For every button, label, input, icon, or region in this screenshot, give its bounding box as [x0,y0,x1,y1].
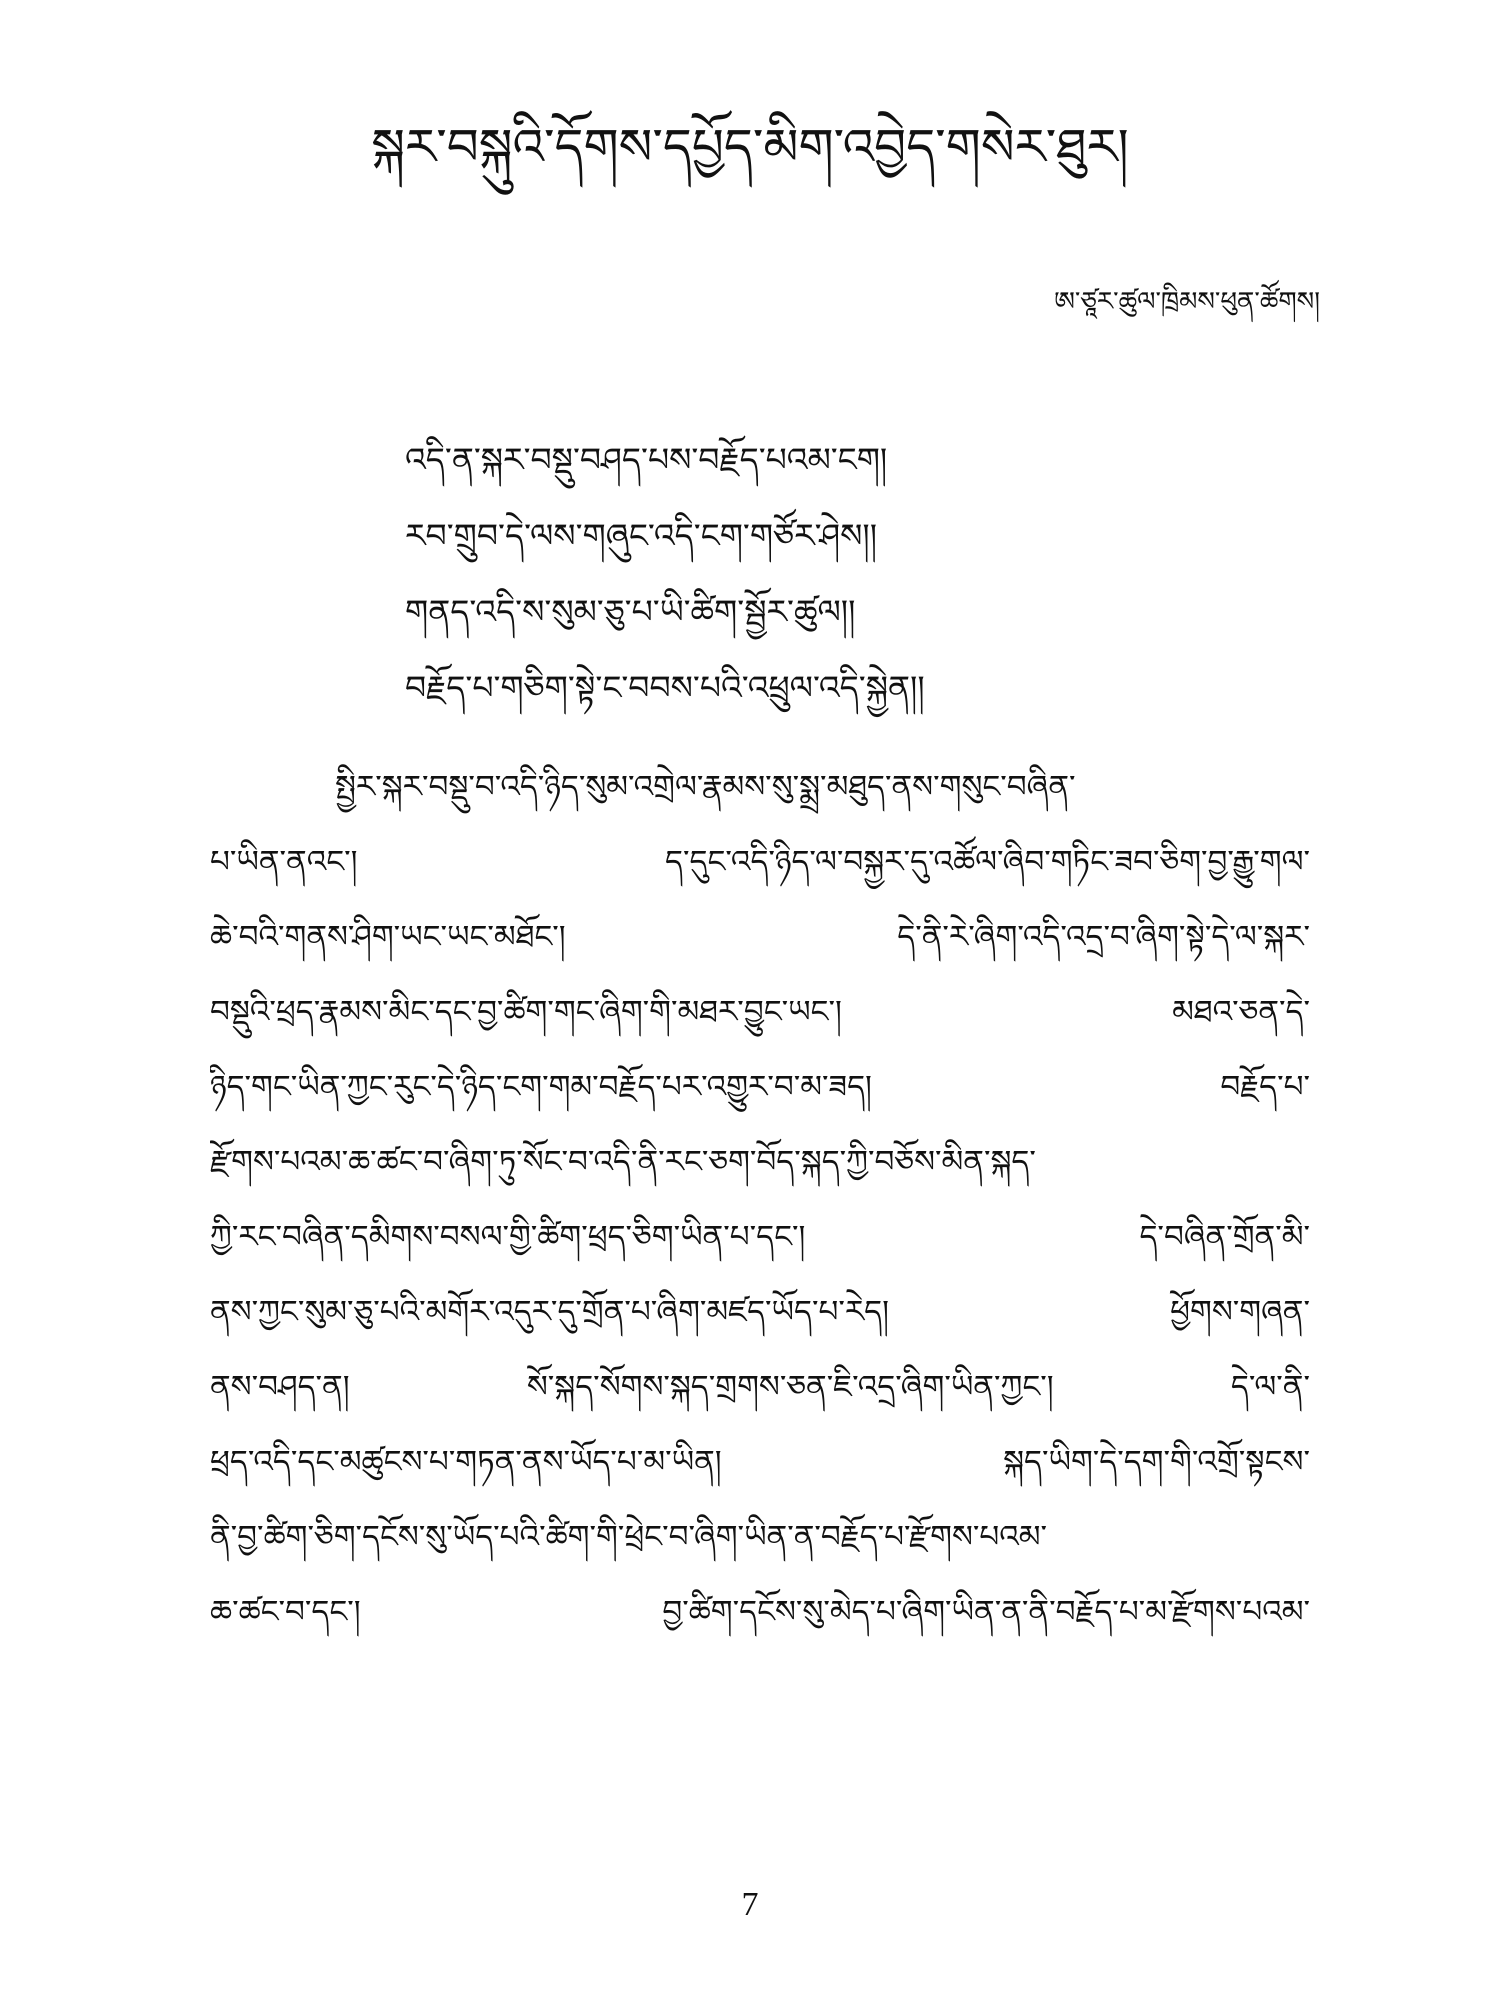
paragraph-line: ཀྱི་རང་བཞིན་དམིགས་བསལ་གྱི་ཚིག་ཕྲད་ཅིག་ཡིན་པ་དང་། དེ་བཞིན་གྲོན་མི་ [210,1219,1310,1255]
paragraph-line: ཆ་ཚང་བ་དང་། བྱ་ཚིག་དངོས་སུ་མེད་པ་ཞིག་ཡིན་ན་ནི་བརྗོད་པ་མ་རྫོགས་པའམ་ [210,1594,1310,1630]
verse-line: རབ་གྲུབ་དེ་ལས་གཞུང་འདི་ངག་གཙོར་ཤེས།། [405,516,878,555]
verse-line: འདི་ན་སྐར་བསྡུ་བཤད་པས་བརྗོད་པའམ་ངག། [405,440,888,479]
paragraph-line: ཉིད་གང་ཡིན་ཀྱང་རུང་དེ་ཉིད་ངག་གམ་བརྗོད་པར་འགྱུར་བ་མ་ཟད། བརྗོད་པ་ [210,1069,1310,1105]
body-paragraph [210,750,1310,1650]
page-number: 7 [741,1886,759,1923]
paragraph-line: བསྡུའི་ཕྲད་རྣམས་མིང་དང་བྱ་ཚིག་གང་ཞིག་གི་མཐར་བྱུང་ཡང་། མཐའ་ཅན་དེ་ [210,994,1310,1030]
paragraph-line: ནས་བཤད་ན། སོ་སྐད་སོགས་སྐད་གྲགས་ཅན་ཇི་འདྲ་ཞིག་ཡིན་ཀྱང་། དེ་ལ་ནི་ [210,1369,1310,1405]
paragraph-line: རྫོགས་པའམ་ཆ་ཚང་བ་ཞིག་ཏུ་སོང་བ་འདི་ནི་རང་ཅག་བོད་སྐད་ཀྱི་བཅོས་མིན་སྐད་ [210,1144,1036,1180]
paragraph-line: ནས་ཀྱང་སུམ་ཅུ་པའི་མགོར་འདུར་དུ་གྲོན་པ་ཞིག་མཛད་ཡོད་པ་རེད། ཕྱོགས་གཞན་ [210,1294,1310,1330]
paragraph-line: ཕྲད་འདི་དང་མཚུངས་པ་གཏན་ནས་ཡོད་པ་མ་ཡིན། སྐད་ཡིག་དེ་དག་གི་འགྲོ་སྟངས་ [210,1444,1310,1480]
paragraph-line: པ་ཡིན་ནའང་། ད་དུང་འདི་ཉིད་ལ་བསྐྱར་དུ་འཚོལ་ཞིབ་གཏིང་ཟབ་ཅིག་བྱ་རྒྱུ་གལ་ [210,844,1310,880]
paragraph-line: ནི་བྱ་ཚིག་ཅིག་དངོས་སུ་ཡོད་པའི་ཚིག་གི་ཕྲེང་བ་ཞིག་ཡིན་ན་བརྗོད་པ་རྫོགས་པའམ་ [210,1519,1048,1555]
verse-line: གནད་འདི་ས་སུམ་ཅུ་པ་ཡི་ཚིག་སྦྱོར་ཚུལ།། [405,592,856,631]
verse-line: བརྗོད་པ་གཅིག་སྟེ་ང་བབས་པའི་འཕྲུལ་འདི་སྐྱེན།། [405,668,925,707]
paragraph-line: སྤྱིར་སྐར་བསྡུ་བ་འདི་ཉིད་སུམ་འགྲེལ་རྣམས་སུ་སྨྲ་མཐུད་ནས་གསུང་བཞིན་ [335,769,1076,805]
page-title: སྐར་བསྐུའི་དོགས་དཔྱོད་མིག་འབྱེད་གསེར་ཐུར། [371,118,1129,176]
verse-block [405,422,1305,726]
author-name: ཨ་ཙཱར་ཚུལ་ཁྲིམས་ཕུན་ཚོགས། [1054,287,1320,317]
paragraph-line: ཆེ་བའི་གནས་ཤིག་ཡང་ཡང་མཐོང་། དེ་ནི་རེ་ཞིག་འདི་འདྲ་བ་ཞིག་སྟེ་དེ་ལ་སྐར་ [210,919,1310,955]
